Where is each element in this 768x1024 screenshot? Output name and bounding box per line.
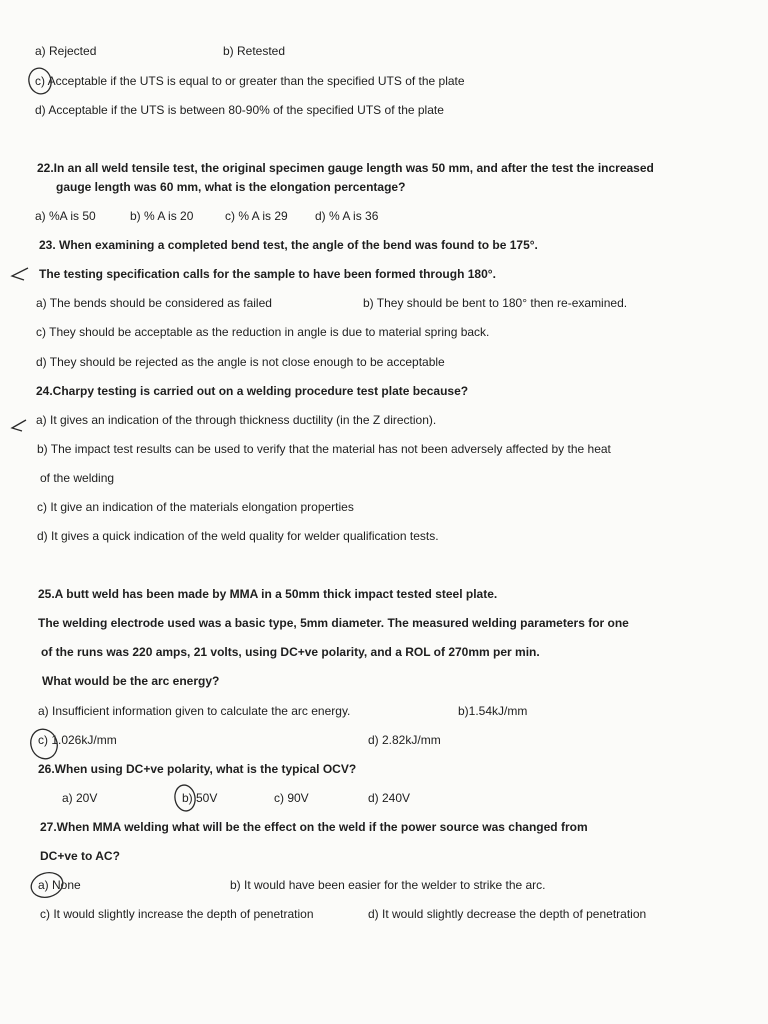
q27-option-c: c) It would slightly increase the depth of penetration — [40, 907, 314, 921]
q25-question-line3: of the runs was 220 amps, 21 volts, using DC+ve polarity, and a ROL of 270mm per min. — [41, 645, 540, 659]
q26-option-c: c) 90V — [274, 791, 309, 805]
q24-option-b-line1: b) The impact test results can be used to verify that the material has not been adversely affected by the heat — [37, 442, 611, 456]
q22-question-line2: gauge length was 60 mm, what is the elongation percentage? — [56, 180, 406, 194]
q22-question-line1: 22.In an all weld tensile test, the original specimen gauge length was 50 mm, and after the test the increased — [37, 161, 654, 175]
q26-option-b: b) 50V — [182, 791, 218, 805]
q27-option-b: b) It would have been easier for the welder to strike the arc. — [230, 878, 546, 892]
q23-question-line1: 23. When examining a completed bend test, the angle of the bend was found to be 175°. — [39, 238, 538, 252]
q22-option-b: b) % A is 20 — [130, 209, 194, 223]
q23-option-b: b) They should be bent to 180° then re-examined. — [363, 296, 628, 310]
q27-option-a: a) None — [38, 878, 81, 892]
q25-option-a: a) Insufficient information given to calculate the arc energy. — [38, 704, 351, 718]
q25-option-c: c) 1.026kJ/mm — [38, 733, 117, 747]
q23-tick-mark — [12, 268, 28, 280]
q24-question-line1: 24.Charpy testing is carried out on a welding procedure test plate because? — [36, 384, 469, 398]
q23-option-c: c) They should be acceptable as the reduction in angle is due to material spring back. — [36, 325, 490, 339]
q25-option-d: d) 2.82kJ/mm — [368, 733, 441, 747]
q23-option-d: d) They should be rejected as the angle is not close enough to be acceptable — [36, 355, 445, 369]
q24-option-d: d) It gives a quick indication of the weld quality for welder qualification tests. — [37, 529, 439, 543]
q27-question-line1: 27.When MMA welding what will be the effect on the weld if the power source was changed from — [40, 820, 588, 834]
q22-option-c: c) % A is 29 — [225, 209, 288, 223]
q21-option-d: d) Acceptable if the UTS is between 80-90% of the specified UTS of the plate — [35, 103, 444, 117]
q21-option-c: c) Acceptable if the UTS is equal to or greater than the specified UTS of the plate — [35, 74, 465, 88]
q21-option-b: b) Retested — [223, 44, 286, 58]
q25-question-line4: What would be the arc energy? — [42, 674, 220, 688]
q25-question-line1: 25.A butt weld has been made by MMA in a 50mm thick impact tested steel plate. — [38, 587, 498, 601]
q26-question-line1: 26.When using DC+ve polarity, what is the typical OCV? — [38, 762, 357, 776]
q23-question-line2: The testing specification calls for the sample to have been formed through 180°. — [39, 267, 496, 281]
q27-option-d: d) It would slightly decrease the depth of penetration — [368, 907, 647, 921]
q21-option-a: a) Rejected — [35, 44, 97, 58]
q26-option-a: a) 20V — [62, 791, 98, 805]
q24-tick-mark — [12, 420, 26, 431]
q22-option-d: d) % A is 36 — [315, 209, 379, 223]
q24-option-a: a) It gives an indication of the through thickness ductility (in the Z direction). — [36, 413, 437, 427]
q25-option-b: b)1.54kJ/mm — [458, 704, 528, 718]
q25-question-line2: The welding electrode used was a basic type, 5mm diameter. The measured welding parameters for one — [38, 616, 629, 630]
q24-option-c: c) It give an indication of the materials elongation properties — [37, 500, 354, 514]
q27-question-line2: DC+ve to AC? — [40, 849, 120, 863]
q24-option-b-line2: of the welding — [40, 471, 115, 485]
q26-option-d: d) 240V — [368, 791, 411, 805]
q22-option-a: a) %A is 50 — [35, 209, 96, 223]
q23-option-a: a) The bends should be considered as failed — [36, 296, 272, 310]
